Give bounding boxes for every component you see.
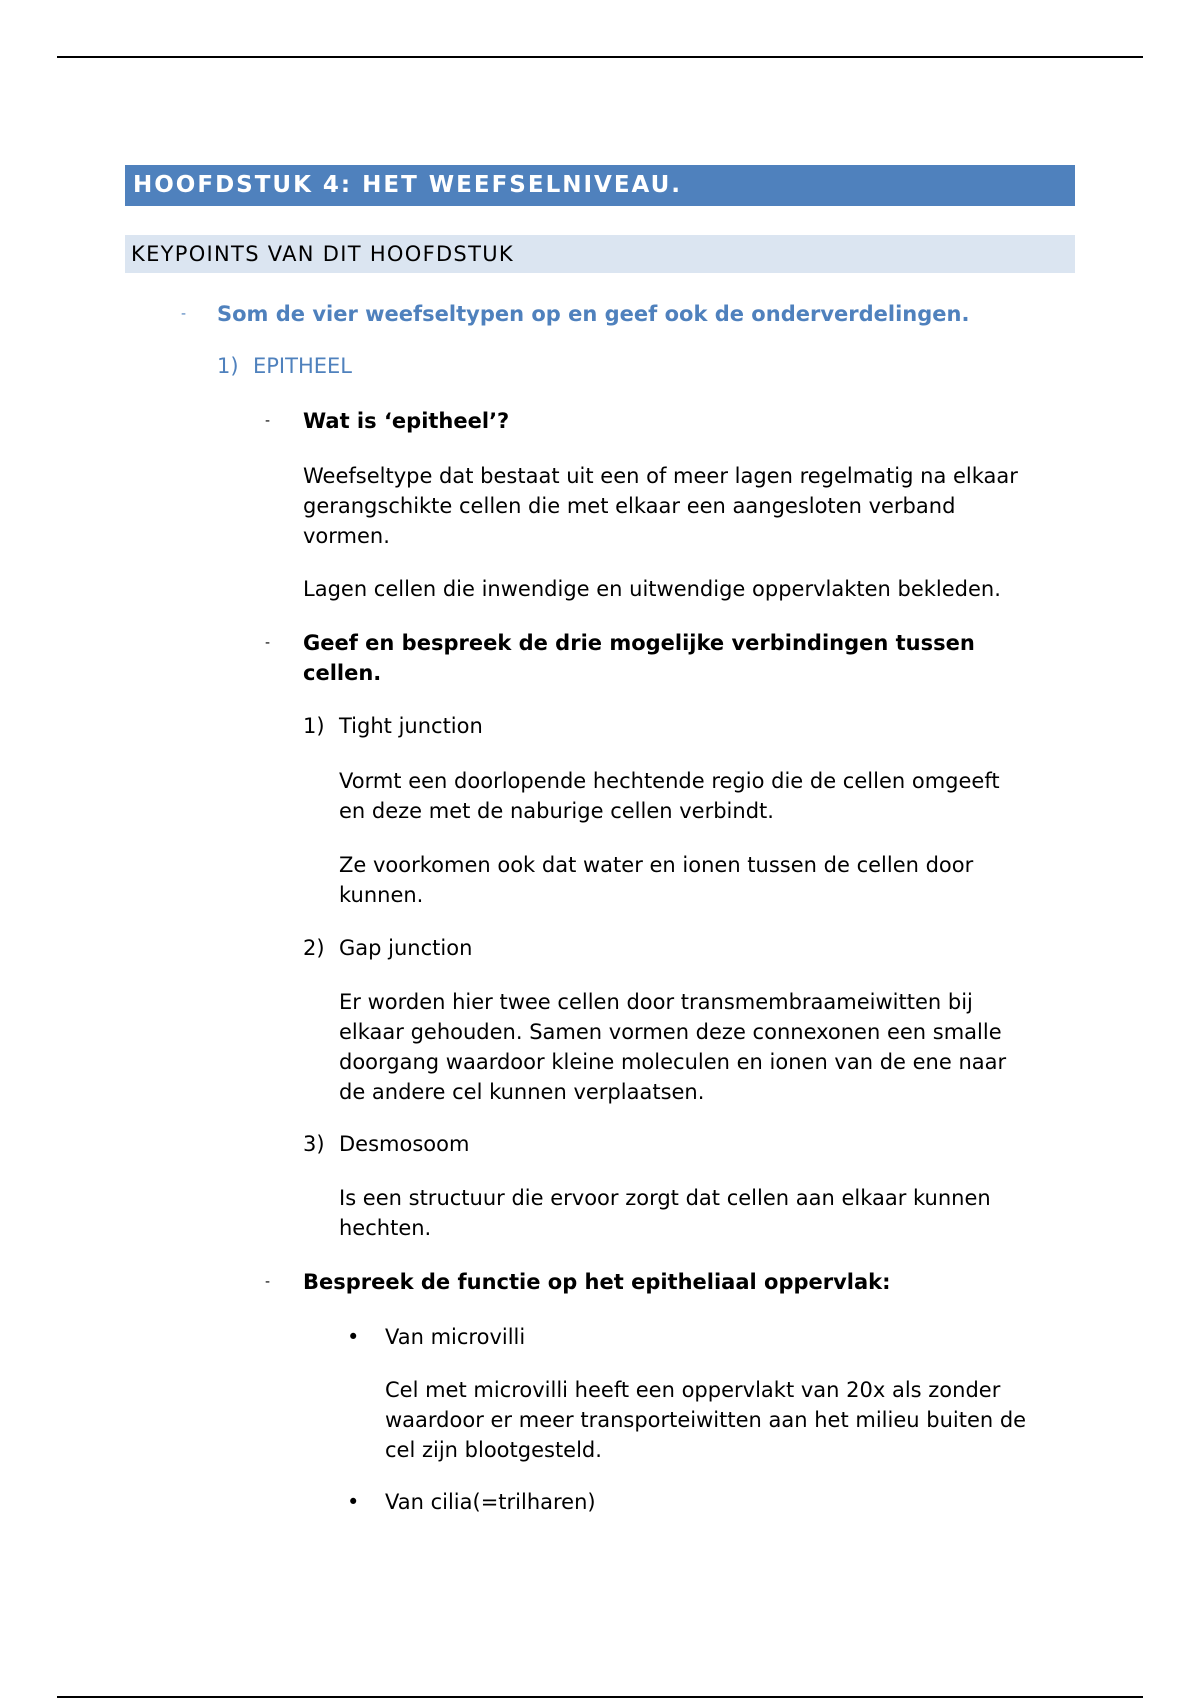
footer-rule bbox=[57, 1696, 1143, 1698]
item-text: Ze voorkomen ook dat water en ionen tussen de cellen door kunnen. bbox=[339, 853, 974, 907]
item-text: Is een structuur die ervoor zorgt dat cellen aan elkaar kunnen hechten. bbox=[339, 1186, 991, 1240]
chapter-title: HOOFDSTUK 4: HET WEEFSELNIVEAU. bbox=[125, 165, 1075, 206]
main-question: Som de vier weefseltypen op en geef ook de onderverdelingen. bbox=[217, 302, 970, 326]
item-number: 1) bbox=[303, 714, 325, 738]
item-label: Van microvilli bbox=[385, 1325, 526, 1349]
section-title: EPITHEEL bbox=[253, 354, 352, 378]
item-number: 2) bbox=[303, 936, 325, 960]
dash-bullet: - bbox=[181, 306, 187, 322]
item-number: 3) bbox=[303, 1132, 325, 1156]
item-label: Tight junction bbox=[339, 714, 483, 738]
question-title: Bespreek de functie op het epitheliaal oppervlak: bbox=[303, 1270, 891, 1294]
item-label: Gap junction bbox=[339, 936, 473, 960]
item-label: Desmosoom bbox=[339, 1132, 470, 1156]
bullet-point: • bbox=[347, 1325, 360, 1349]
question-title: Geef en bespreek de drie mogelijke verbindingen tussen cellen. bbox=[303, 631, 975, 685]
bullet-point: • bbox=[347, 1490, 360, 1514]
section-number: 1) bbox=[217, 354, 239, 378]
keypoints-heading: KEYPOINTS VAN DIT HOOFDSTUK bbox=[125, 235, 1075, 273]
dash-bullet: - bbox=[265, 413, 271, 429]
answer-paragraph: Weefseltype dat bestaat uit een of meer lagen regelmatig na elkaar gerangschikte cellen die met elkaar een aangesloten verband vormen. bbox=[303, 464, 1018, 548]
item-text: Cel met microvilli heeft een oppervlakt van 20x als zonder waardoor er meer transporteiwitten aan het milieu buiten de cel zijn blootgesteld. bbox=[385, 1378, 1027, 1462]
item-text: Er worden hier twee cellen door transmembraameiwitten bij elkaar gehouden. Samen vormen deze connexonen een smalle doorgang waardoor kleine moleculen en ionen van de ene naar de andere cel kunnen verplaatsen. bbox=[339, 990, 1007, 1104]
dash-bullet: - bbox=[265, 635, 271, 651]
header-rule bbox=[57, 56, 1143, 58]
answer-paragraph: Lagen cellen die inwendige en uitwendige oppervlakten bekleden. bbox=[303, 577, 1001, 601]
item-label: Van cilia(=trilharen) bbox=[385, 1490, 596, 1514]
dash-bullet: - bbox=[265, 1274, 271, 1290]
question-title: Wat is ‘epitheel’? bbox=[303, 409, 510, 433]
item-text: Vormt een doorlopende hechtende regio die de cellen omgeeft en deze met de naburige cellen verbindt. bbox=[339, 769, 1000, 823]
